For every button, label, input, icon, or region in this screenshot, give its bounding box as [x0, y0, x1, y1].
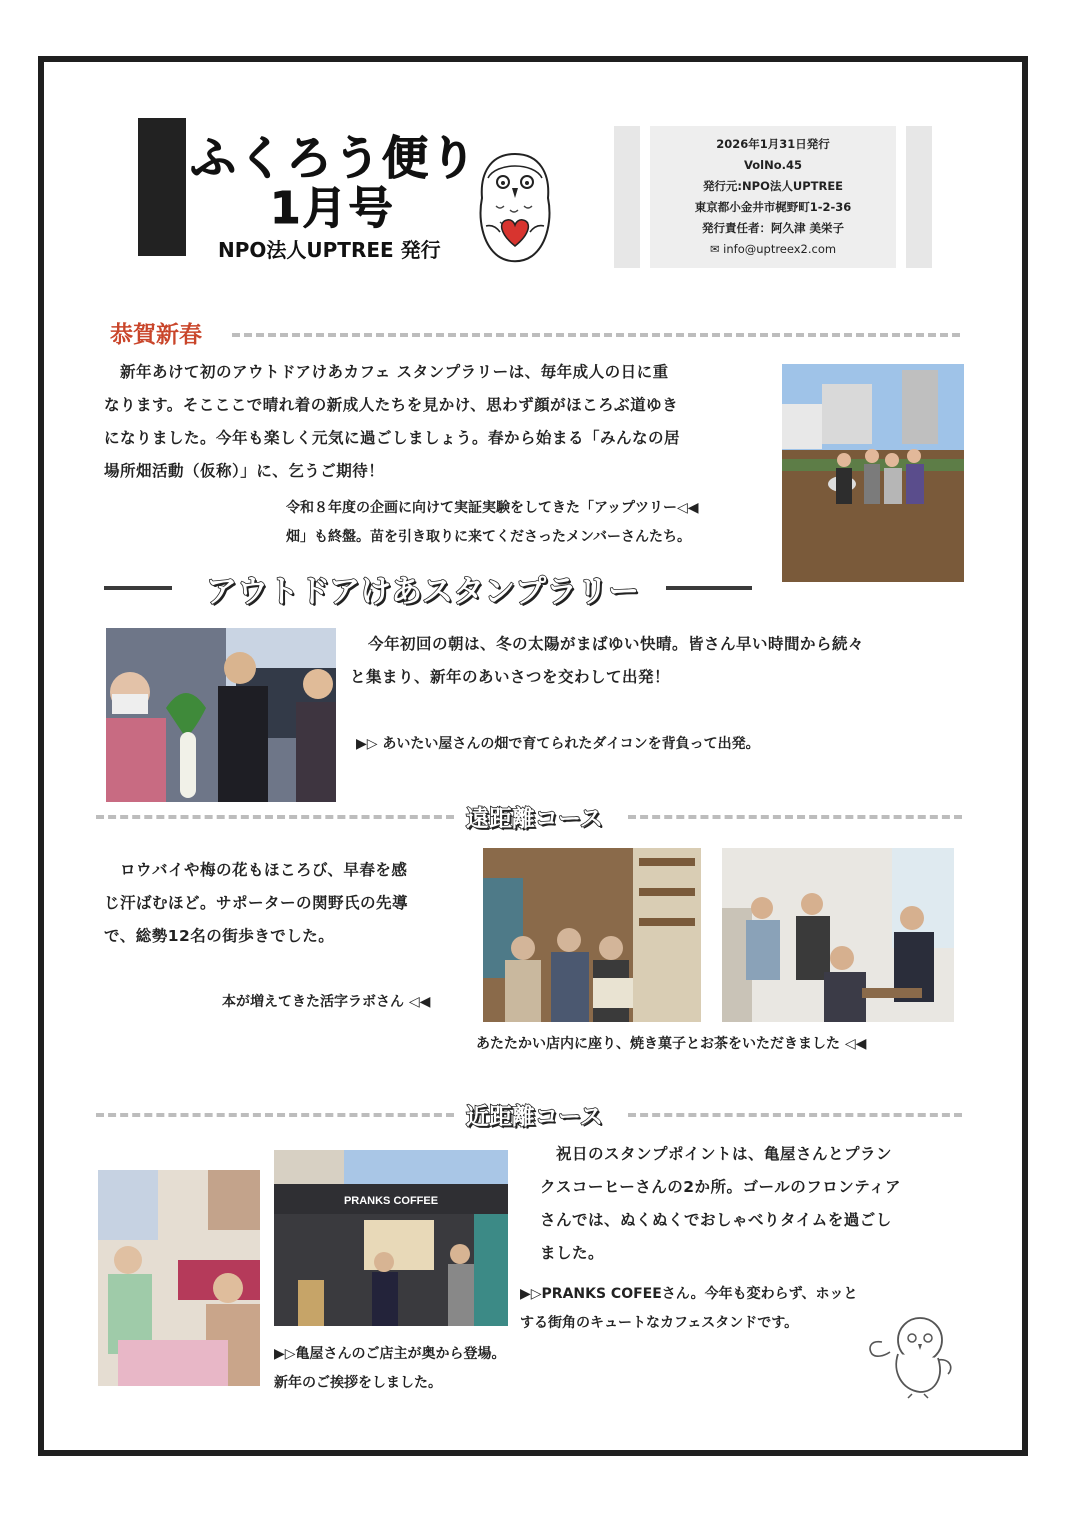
cafe-interior-photo: [722, 848, 954, 1022]
rally-divider-right: [666, 586, 752, 590]
shop-sign-text: PRANKS COFFEE: [343, 1195, 439, 1207]
long-course-divider-right: [628, 815, 962, 819]
address: 東京都小金井市梶野町1-2-36: [694, 200, 852, 214]
publication-info-box: [650, 126, 896, 268]
cafe-interior-caption: あたたかい店内に座り、焼き菓子とお茶をいただきました ◁◀: [476, 1036, 867, 1052]
rally-divider-left: [104, 586, 172, 590]
short-course-heading: 近距離コース: [466, 1104, 603, 1130]
info-side-bar-left: [614, 126, 640, 268]
daikon-group-photo: [106, 628, 336, 802]
greeting-body: 新年あけて初のアウトドアけあカフェ スタンプラリーは、毎年成人の日に重 なります。そこここで晴れ着の新成人たちを見かけ、思わず顔がほころぶ道ゆき になりました。今年も楽しく元気に過ごしましょう。春から始まる「みんなの居 場所畑活動（仮称）」に、乞うご期待！: [104, 363, 681, 480]
issuer: 発行元:NPO法人UPTREE: [702, 179, 844, 193]
pranks-caption: ▶▷PRANKS COFEEさん。今年も変わらず、ホッと する街角のキュートなカフェスタンドです。: [520, 1286, 858, 1331]
pranks-coffee-photo: [274, 1150, 508, 1326]
newsletter-title: ふくろう便り: [190, 131, 478, 185]
long-course-body: ロウバイや梅の花もほころび、早春を感 じ汗ばむほど。サポーターの関野氏の先導 で、総勢12名の街歩きでした。: [104, 861, 409, 945]
kameya-caption: ▶▷亀屋さんのご店主が奥から登場。 新年のご挨拶をしました。: [274, 1346, 506, 1391]
volume-number: VolNo.45: [743, 158, 802, 172]
owl-heart-icon: [470, 148, 560, 266]
kameya-shop-photo: [98, 1170, 260, 1386]
editor: 発行責任者：阿久津 美栄子: [701, 221, 844, 235]
issue-month: 1月号: [270, 183, 395, 234]
bookstore-caption: 本が増えてきた活字ラボさん ◁◀: [222, 994, 431, 1010]
short-course-body: 祝日のスタンプポイントは、亀屋さんとプラン クスコーヒーさんの2か所。ゴールのフロンティア さんでは、ぬくぬくでおしゃべりタイムを過ごし ました。: [540, 1145, 901, 1262]
farm-photo-caption: 令和８年度の企画に向けて実証実験をしてきた「アップツリー◁◀ 畑」も終盤。苗を引き取りに来てくださったメンバーさんたち。: [286, 500, 699, 545]
farm-members-photo: [782, 364, 964, 582]
email-link[interactable]: ✉ info@uptreex2.com: [709, 242, 837, 256]
rally-body: 今年初回の朝は、冬の太陽がまばゆい快晴。皆さん早い時間から続々 と集まり、新年のあいさつを交わして出発！: [350, 635, 865, 686]
stamp-rally-heading: アウトドアけあスタンプラリー: [206, 574, 640, 610]
bookstore-photo: [483, 848, 701, 1022]
greeting-heading: 恭賀新春: [110, 322, 202, 348]
flying-owl-icon: [868, 1310, 954, 1400]
title-accent-bar: [138, 118, 186, 256]
greeting-divider: [232, 333, 960, 337]
publisher-line: NPO法人UPTREE 発行: [218, 238, 441, 262]
issue-date: 2026年1月31日発行: [716, 137, 830, 151]
daikon-photo-caption: ▶▷ あいたい屋さんの畑で育てられたダイコンを背負って出発。: [356, 736, 760, 752]
long-course-divider-left: [96, 815, 454, 819]
long-course-heading: 遠距離コース: [466, 806, 603, 832]
short-course-divider-right: [628, 1113, 962, 1117]
info-side-bar-right: [906, 126, 932, 268]
short-course-divider-left: [96, 1113, 454, 1117]
